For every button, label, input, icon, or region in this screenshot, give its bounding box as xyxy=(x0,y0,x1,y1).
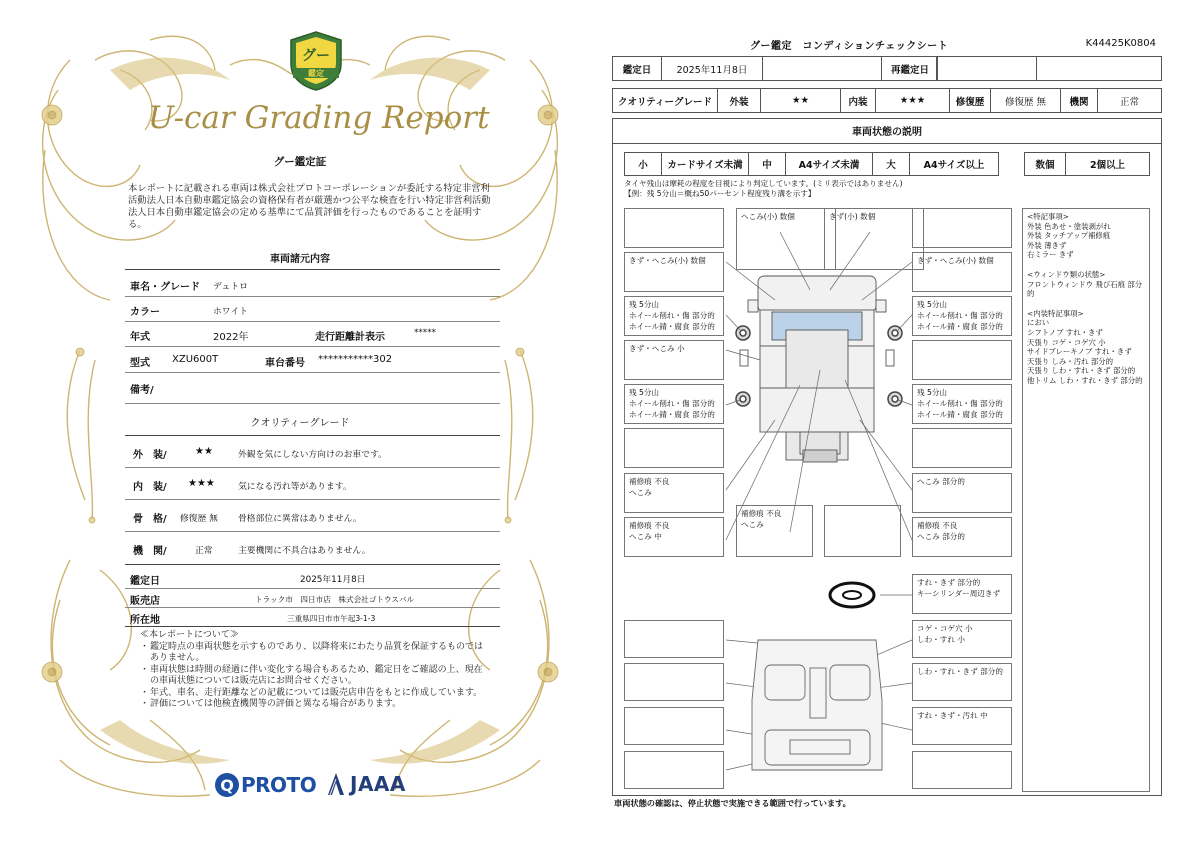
interior-label: 内装 xyxy=(840,88,876,113)
note-text: 年式、車名、走行距離などの記載については販売店申告をもとに作成しています。 xyxy=(150,687,483,698)
exterior-grade: ★★ xyxy=(195,446,213,457)
annotation-text: へこみ 部分的 xyxy=(917,477,965,486)
annotation-box xyxy=(824,505,901,557)
engine-value: 正常 xyxy=(1097,88,1162,113)
annotation-text: きず・へこみ(小) 数個 xyxy=(629,256,706,265)
annotation-text: へこみ 部分的 xyxy=(917,532,965,541)
annotation-text: しわ・すれ・きず 部分的 xyxy=(917,667,1003,676)
divider xyxy=(125,296,500,297)
report-notes xyxy=(140,630,490,711)
annotation-box xyxy=(624,707,724,745)
special-item: 天張り コゲ・コゲ穴 小 xyxy=(1027,337,1106,347)
note-text: 車両状態は時間の経過に伴い変化する場合もあるため、鑑定日をご確認の上、現在の車両状態については販売店にお問合せください。 xyxy=(150,664,483,686)
annotation-text: すれ・きず 部分的 xyxy=(917,578,981,587)
annotation-box xyxy=(912,751,1012,789)
sheet-code: K44425K0804 xyxy=(1085,38,1156,49)
special-item: 右ミラー きず xyxy=(1027,250,1074,260)
special-item: におい xyxy=(1027,318,1050,328)
quality-label: クオリティーグレード xyxy=(612,88,718,113)
annotation-text: 補修痕 不良 xyxy=(629,521,670,530)
annotation-text: しわ・すれ 小 xyxy=(917,635,965,644)
tire-note-line: タイヤ残山は摩耗の程度を目視により判定しています。(ミリ表示ではありません) xyxy=(624,179,903,188)
annotation-box xyxy=(624,340,724,380)
badge-top-text: グー xyxy=(302,48,330,64)
annotation-text: ホイール錆・腐食 部分的 xyxy=(629,322,715,331)
annotation-text: へこみ(小) 数個 xyxy=(741,212,795,221)
annotation-text: コゲ・コゲ穴 小 xyxy=(917,624,973,633)
dealer-value: トラック市 四日市店 株式会社ゴトウスバル xyxy=(255,595,415,604)
note-item xyxy=(140,699,490,711)
exterior-label: 外装 xyxy=(717,88,761,113)
mileage-label: 走行距離計表示 xyxy=(315,332,385,343)
annotation-box xyxy=(912,663,1012,701)
special-notes xyxy=(1022,208,1150,792)
date-label: 鑑定日 xyxy=(130,576,160,587)
legend-mid-desc: A4サイズ未満 xyxy=(785,152,873,176)
date-value: 2025年11月8日 xyxy=(300,575,366,585)
specs-title: 車両諸元内容 xyxy=(270,254,330,265)
annotation-text: 補修痕 不良 xyxy=(917,521,958,530)
tire-note-line: 【例：残 5分山＝概ね50パーセント程度残り溝を示す】 xyxy=(624,189,816,198)
engine-label: 機 関/ xyxy=(133,546,167,557)
annotation-text: 残 5分山 xyxy=(917,388,948,397)
car-name-value: デュトロ xyxy=(213,282,248,292)
special-item: 天張り しみ・汚れ 部分的 xyxy=(1027,356,1113,366)
annotation-box xyxy=(912,384,1012,424)
spacer xyxy=(1027,299,1145,309)
address-value: 三重県四日市市午起3-1-3 xyxy=(287,614,376,623)
annotation-box xyxy=(624,473,724,513)
divider xyxy=(125,372,500,373)
dealer-label: 販売店 xyxy=(130,596,160,607)
interior-value: ★★★ xyxy=(875,88,950,113)
redate-label: 再鑑定日 xyxy=(882,56,938,81)
divider xyxy=(125,269,500,270)
legend-mid: 中 xyxy=(748,152,786,176)
divider xyxy=(125,499,500,500)
interior-label: 内 装/ xyxy=(133,482,167,493)
interior-view xyxy=(752,640,882,770)
note-text: 鑑定時点の車両状態を示すものであり、以降将来にわたり品質を保証するものではありません。 xyxy=(150,641,484,663)
annotation-text: ホイール削れ・傷 部分的 xyxy=(629,311,715,320)
model-label: 型式 xyxy=(130,358,150,369)
annotation-box xyxy=(624,517,724,557)
engine-label: 機関 xyxy=(1060,88,1098,113)
note-text: 評価については他検査機関等の評価と異なる場合があります。 xyxy=(150,699,402,709)
annotation-text: ホイール錆・腐食 部分的 xyxy=(917,410,1003,419)
annotation-box xyxy=(912,517,1012,557)
divider xyxy=(125,564,500,565)
annotation-text: 残 5分山 xyxy=(629,300,660,309)
annotation-box xyxy=(912,208,1012,248)
annotation-box xyxy=(912,340,1012,380)
exterior-desc: 外観を気にしない方向けのお車です。 xyxy=(238,450,387,460)
certificate-heading: グー鑑定証 xyxy=(273,156,327,168)
repair-value: 修復歴 無 xyxy=(990,88,1061,113)
year-label: 年式 xyxy=(130,332,150,343)
divider xyxy=(125,531,500,532)
annotation-text: ホイール削れ・傷 部分的 xyxy=(917,311,1003,320)
frame-desc: 骨格部位に異常はありません。 xyxy=(238,514,362,524)
proto-logo-text: PROTO xyxy=(241,773,317,797)
annotation-box xyxy=(624,751,724,789)
certificate-intro: 本レポートに記載される車両は株式会社プロトコーポレーションが委託する特定非営利活動法人日本自動車鑑定協会の資格保有者が厳選かつ公平な検査を行い特定非営利活動法人日本自動車鑑定協会の定める基準にて品質評価を行ったものであることを証明する。 xyxy=(128,183,491,230)
annotation-text: 補修痕 不良 xyxy=(741,509,782,518)
model-value: XZU600T xyxy=(172,354,219,365)
special-item: 外装 色あせ・塗装剥がれ xyxy=(1027,221,1111,231)
exterior-value: ★★ xyxy=(760,88,841,113)
jaaa-logo xyxy=(326,770,406,798)
divider xyxy=(125,607,500,608)
note-item xyxy=(140,642,490,665)
repair-label: 修復歴 xyxy=(949,88,991,113)
annotation-box xyxy=(624,296,724,336)
annotation-box xyxy=(912,473,1012,513)
annotation-box xyxy=(912,707,1012,745)
chassis-value: ***********302 xyxy=(318,354,393,365)
note-bullet: ・ xyxy=(140,664,150,675)
annotation-text: すれ・きず・汚れ 中 xyxy=(917,711,988,720)
annotation-text: へこみ 中 xyxy=(629,532,662,541)
badge-bottom-text: 鑑定 xyxy=(308,69,324,78)
annotation-box xyxy=(912,574,1012,614)
legend-count: 数個 xyxy=(1024,152,1066,176)
frame-label: 骨 格/ xyxy=(133,514,167,525)
interior-grade: ★★★ xyxy=(188,478,215,489)
annotation-box xyxy=(912,296,1012,336)
annotation-text: きず・へこみ 小 xyxy=(629,344,685,353)
annotation-box xyxy=(824,208,924,270)
legend-small: 小 xyxy=(624,152,662,176)
steering-wheel-icon xyxy=(830,583,874,607)
special-heading: <特記事項> xyxy=(1027,212,1069,221)
spacer xyxy=(1027,260,1145,270)
frame-grade: 修復歴 無 xyxy=(180,514,218,524)
year-value: 2022年 xyxy=(213,332,249,343)
legend-small-desc: カードサイズ未満 xyxy=(661,152,749,176)
annotation-text: 残 5分山 xyxy=(629,388,660,397)
divider xyxy=(125,403,500,404)
divider xyxy=(125,435,500,436)
annotation-text: きず・へこみ(小) 数個 xyxy=(917,256,994,265)
divider xyxy=(125,626,500,627)
annotation-text: キーシリンダー周辺きず xyxy=(917,589,1001,598)
special-item: シフトノブ すれ・きず xyxy=(1027,327,1103,337)
annotation-box xyxy=(624,208,724,248)
special-item: 他トリム しわ・すれ・きず 部分的 xyxy=(1027,375,1143,385)
note-item xyxy=(140,688,490,700)
engine-desc: 主要機関に不具合はありません。 xyxy=(238,546,371,556)
annotation-box xyxy=(624,620,724,658)
car-name-label: 車名・グレード xyxy=(130,282,200,293)
special-item: フロントウィンドウ 飛び石痕 部分的 xyxy=(1027,279,1143,299)
engine-grade: 正常 xyxy=(195,546,213,556)
date-label: 鑑定日 xyxy=(612,56,662,81)
annotation-text: ホイール削れ・傷 部分的 xyxy=(629,399,715,408)
annotation-box xyxy=(624,663,724,701)
proto-mark-icon: Q xyxy=(215,773,239,797)
jaaa-logo-text: JAAA xyxy=(350,772,406,796)
exterior-label: 外 装/ xyxy=(133,450,167,461)
annotation-text: 補修痕 不良 xyxy=(629,477,670,486)
special-item: サイドブレーキノブ すれ・きず xyxy=(1027,347,1132,357)
annotation-text: 残 5分山 xyxy=(917,300,948,309)
interior-desc: 気になる汚れ等があります。 xyxy=(238,482,352,492)
condition-check-sheet xyxy=(600,0,1200,848)
annotation-box xyxy=(912,620,1012,658)
legend-count-desc: 2個以上 xyxy=(1065,152,1150,176)
proto-logo xyxy=(215,772,316,798)
divider xyxy=(125,588,500,589)
footer-note: 車両状態の確認は、停止状態で実施できる範囲で行っています。 xyxy=(614,798,851,808)
notes-title: ≪本レポートについて≫ xyxy=(140,630,239,640)
special-heading: <内装特記事項> xyxy=(1027,308,1084,318)
color-value: ホワイト xyxy=(213,307,248,317)
remarks-label: 備考/ xyxy=(130,385,154,396)
annotation-box xyxy=(624,252,724,292)
quality-title: クオリティーグレード xyxy=(250,418,350,429)
annotation-text: ホイール錆・腐食 部分的 xyxy=(917,322,1003,331)
annotation-box xyxy=(736,208,836,270)
annotation-text: へこみ xyxy=(629,488,652,497)
note-bullet: ・ xyxy=(140,687,150,698)
special-item: 外装 タッチアップ補修痕 xyxy=(1027,231,1111,241)
special-item: 天張り しわ・すれ・きず 部分的 xyxy=(1027,366,1136,376)
annotation-box xyxy=(912,252,1012,292)
legend-large: 大 xyxy=(872,152,910,176)
annotation-box xyxy=(624,384,724,424)
note-bullet: ・ xyxy=(140,699,150,709)
sheet-title: グー鑑定 コンディションチェックシート xyxy=(750,41,949,52)
annotation-box xyxy=(736,505,813,557)
mileage-value: ***** xyxy=(414,328,436,338)
annotation-box xyxy=(624,428,724,468)
annotation-text: ホイール錆・腐食 部分的 xyxy=(629,410,715,419)
divider xyxy=(125,346,500,347)
report-title: U-car Grading Report xyxy=(148,100,490,136)
note-bullet: ・ xyxy=(140,641,150,652)
address-label: 所在地 xyxy=(130,615,160,626)
special-item: 外装 薄きず xyxy=(1027,240,1067,250)
jaaa-mark-icon xyxy=(326,771,346,797)
note-item xyxy=(140,665,490,688)
divider xyxy=(125,467,500,468)
special-heading: <ウィンドウ類の状態> xyxy=(1027,269,1106,279)
annotation-text: きず(小) 数個 xyxy=(829,212,876,221)
annotation-box xyxy=(912,428,1012,468)
color-label: カラー xyxy=(130,307,160,318)
goo-kantei-badge-icon xyxy=(287,30,345,92)
annotation-text: へこみ xyxy=(741,520,764,529)
date-value: 2025年11月8日 xyxy=(661,56,763,81)
annotation-text: ホイール削れ・傷 部分的 xyxy=(917,399,1003,408)
chassis-label: 車台番号 xyxy=(265,358,305,369)
divider xyxy=(125,321,500,322)
legend-large-desc: A4サイズ以上 xyxy=(909,152,999,176)
condition-title: 車両状態の説明 xyxy=(612,118,1162,144)
